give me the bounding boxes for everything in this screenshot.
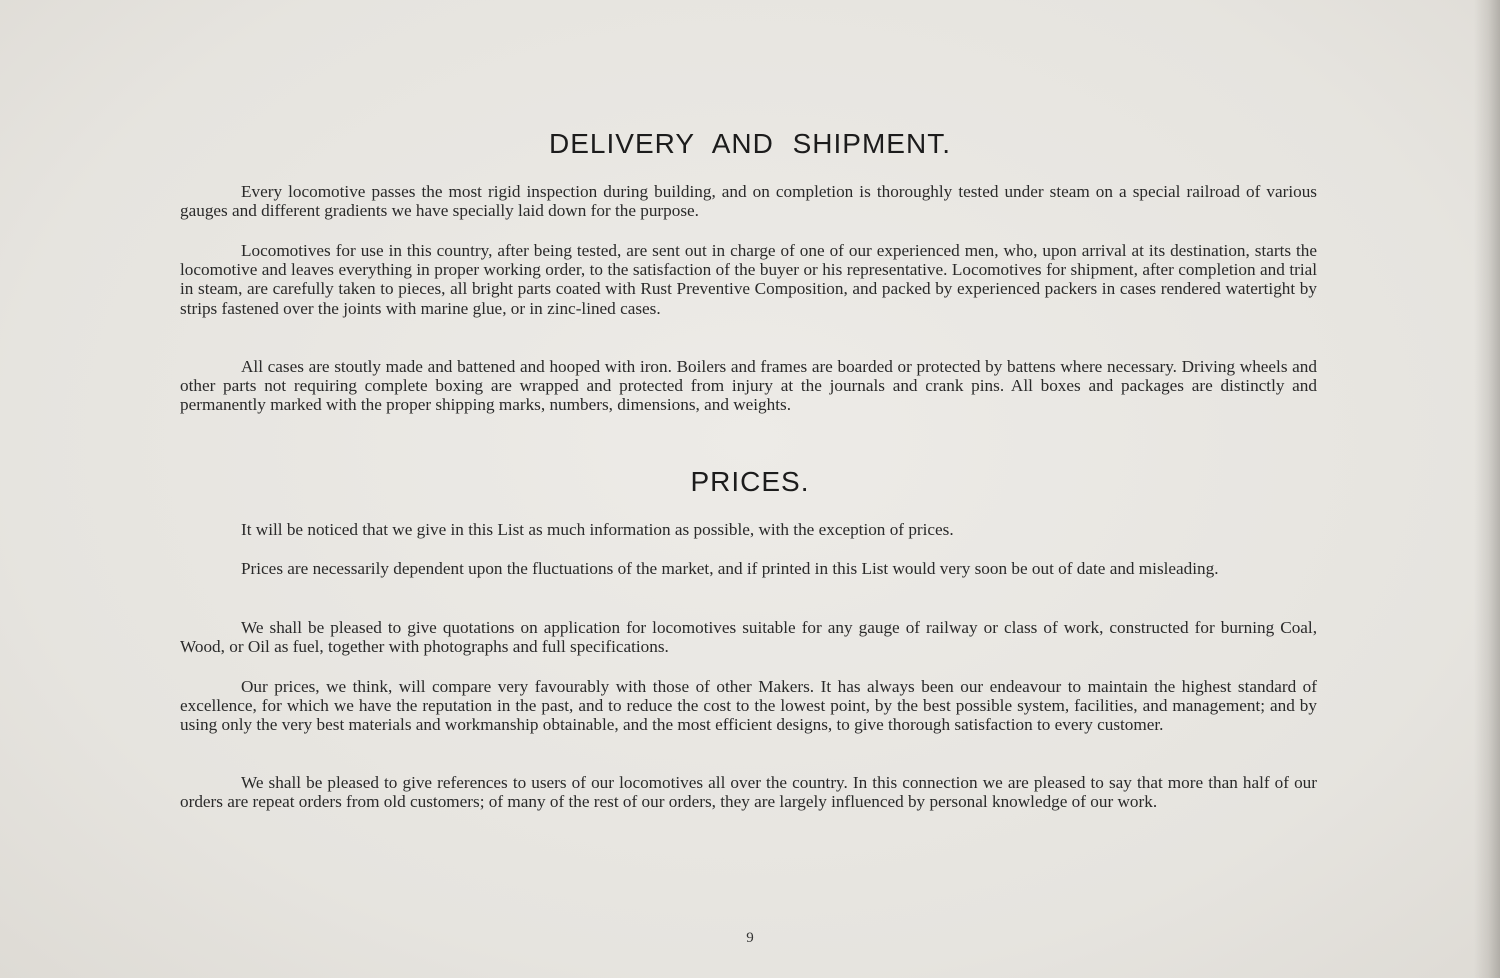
delivery-paragraph-2: Locomotives for use in this country, after being tested, are sent out in charge of one of our experienced men, who, upon arrival at its destination, starts the locomotive and leaves everything in proper working order, to the satisfaction of the buyer or his representative. Locomotives for shipment, after completion and trial in steam, are carefully taken to pieces, all bright parts coated with Rust Preventive Composition, and packed by experienced packers in cases rendered watertight by strips fastened over the joints with marine glue, or in zinc-lined cases. <box>180 241 1317 318</box>
prices-paragraph-1: It will be noticed that we give in this List as much information as possible, with the exception of prices. <box>241 520 954 539</box>
prices-paragraph-4: Our prices, we think, will compare very favourably with those of other Makers. It has always been our endeavour to maintain the highest standard of excellence, for which we have the reputation in the past, and to reduce the cost to the lowest point, by the best possible system, facilities, and management; and by using only the very best materials and workmanship obtainable, and the most efficient designs, to give thorough satisfaction to every customer. <box>180 677 1317 735</box>
prices-paragraph-3: We shall be pleased to give quotations on application for locomotives suitable for any gauge of railway or class of work, constructed for burning Coal, Wood, or Oil as fuel, together with photographs and full specifications. <box>180 618 1317 657</box>
page-number: 9 <box>746 930 754 946</box>
delivery-paragraph-3: All cases are stoutly made and battened and hooped with iron. Boilers and frames are boarded or protected by battens where necessary. Driving wheels and other parts not requiring complete boxing are wrapped and protected from injury at the journals and crank pins. All boxes and packages are distinctly and permanently marked with the proper shipping marks, numbers, dimensions, and weights. <box>180 357 1317 415</box>
prices-paragraph-5: We shall be pleased to give references to users of our locomotives all over the country. In this connection we are pleased to say that more than half of our orders are repeat orders from old customers; of many of the rest of our orders, they are largely influenced by personal knowledge of our work. <box>180 773 1317 812</box>
prices-paragraph-2: Prices are necessarily dependent upon the fluctuations of the market, and if printed in this List would very soon be out of date and misleading. <box>241 559 1219 578</box>
delivery-heading: DELIVERY AND SHIPMENT. <box>549 128 951 159</box>
prices-heading: PRICES. <box>690 466 810 497</box>
delivery-paragraph-1: Every locomotive passes the most rigid inspection during building, and on completion is thoroughly tested under steam on a special railroad of various gauges and different gradients we have specially laid down for the purpose. <box>180 182 1317 221</box>
